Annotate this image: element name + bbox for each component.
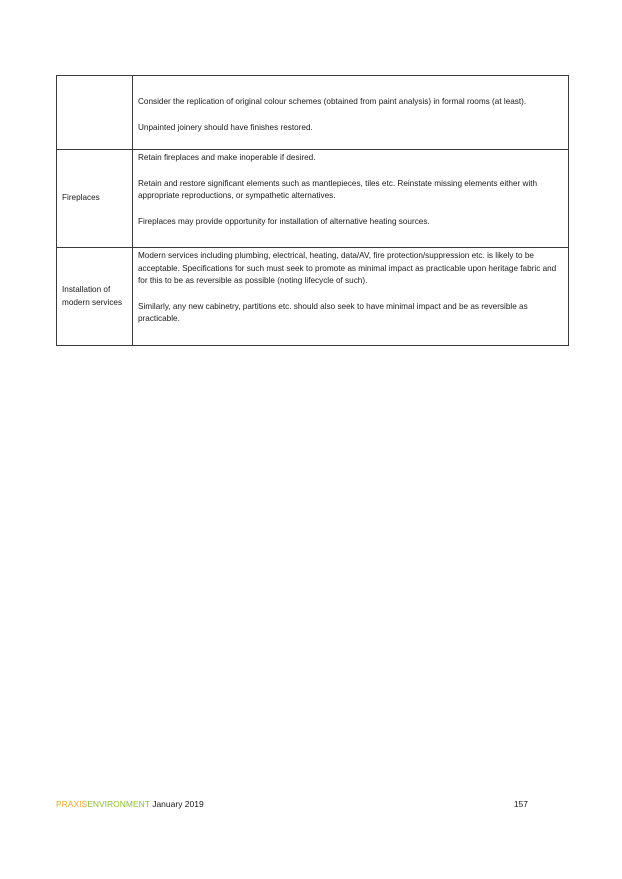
guidance-paragraph: Modern services including plumbing, electrical, heating, data/AV, fire protection/suppression etc. is likely to be acceptable. Specifications for such must seek to promote as minimal impact as practicable upon heritage fabric and for this to be as reversible as possible (noting lifecycle of such). [138,251,557,286]
guidance-paragraph: Retain fireplaces and make inoperable if desired. [138,153,316,162]
guidelines-table [56,75,569,346]
guidance-paragraph: Unpainted joinery should have finishes restored. [138,123,313,132]
table-row [57,150,569,248]
row-label: Fireplaces [57,150,133,248]
guidance-paragraph: Similarly, any new cabinetry, partitions etc. should also seek to have minimal impact and be as reversible as practicable. [138,301,528,324]
guidance-paragraph: Fireplaces may provide opportunity for installation of alternative heating sources. [138,216,430,226]
footer-date: January 2019 [149,799,204,809]
page-number: 157 [513,799,528,809]
footer-brand-praxis: PRAXIS [56,799,88,809]
page-footer [56,799,528,810]
row-label: Installation of modern services [57,248,133,346]
guidance-paragraph: Consider the replication of original colour schemes (obtained from paint analysis) in formal rooms (at least). [138,97,527,107]
footer-brand-environment: ENVIRONMENT [87,799,150,809]
guidance-paragraph: Retain and restore significant elements such as mantlepieces, tiles etc. Reinstate missing elements either with appropriate reproductions, or sympathetic alternatives. [138,178,538,201]
table-row [57,76,569,150]
row-guidance [133,248,569,346]
row-label [57,76,133,150]
row-guidance [133,76,569,150]
table-row [57,248,569,346]
row-guidance [133,150,569,248]
